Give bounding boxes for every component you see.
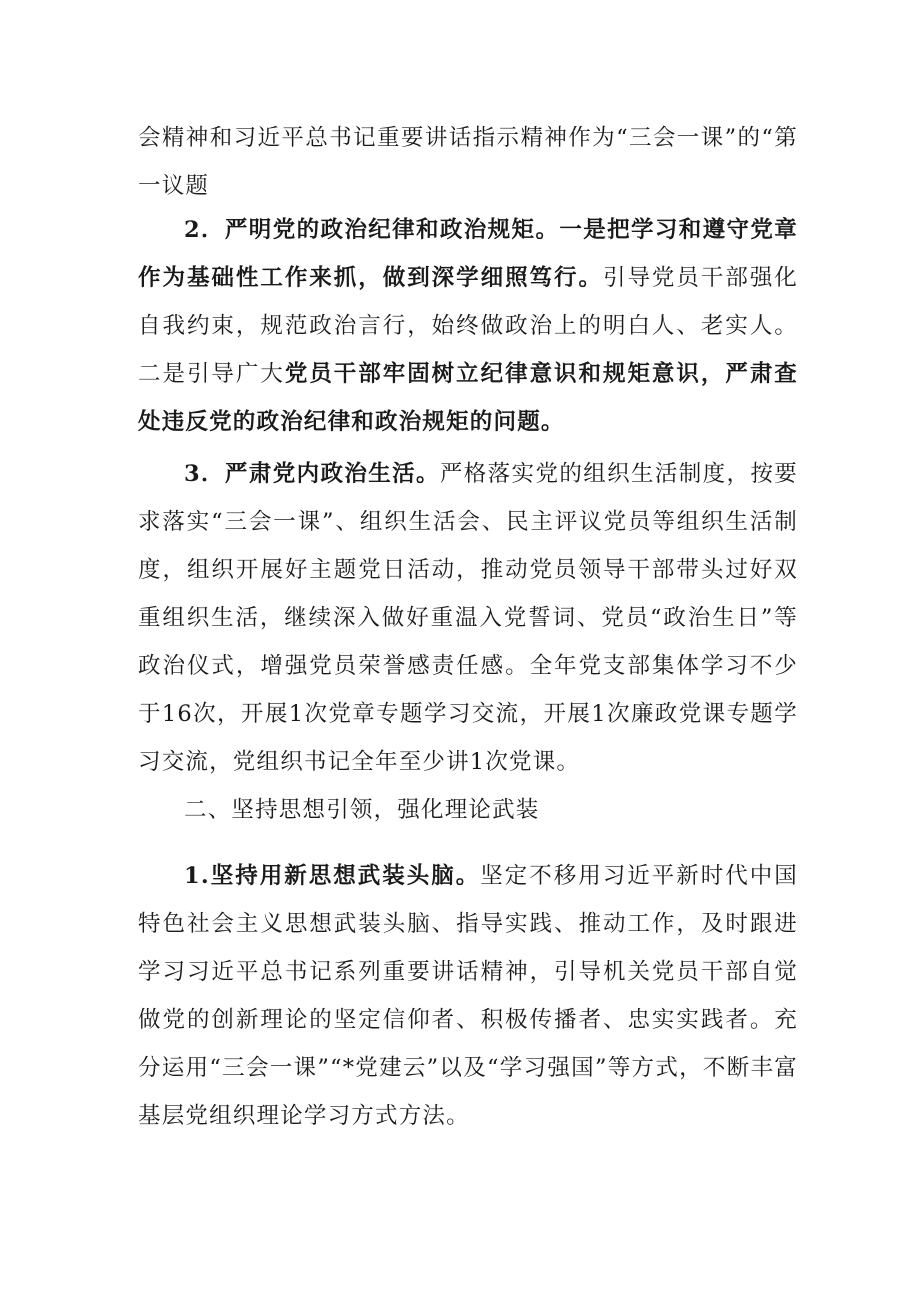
- normal-text: 严格落实党的组织生活制度，按要求落实“三会一课”、组织生活会、民主评议党员等组织生活制度，组织开展好主题党日活动，推动党员领导干部带头过好双重组织生活，继续深入做好重温入党誓词、党员“政治生日”等政治仪式，增强党员荣誉感责任感。全年党支部集体学习不少于16次，开展1次党章专题学习交流，开展1次廉政党课专题学习交流，党组织书记全年至少讲1次党课。: [138, 461, 798, 775]
- paragraph-continuation: [138, 114, 798, 210]
- paragraph-party-discipline: [138, 206, 798, 446]
- bold-text: 2．严明党的政治纪律和政治规矩。一是把学习和遵守党章作为基础性工作来抓，做到深学细照笃行。: [138, 217, 798, 291]
- section-heading: [138, 786, 798, 834]
- bold-text: 党员干部牢固树立纪律意识和规矩意识，严肃查处违反党的政治纪律和政治规矩的问题。: [138, 361, 799, 435]
- normal-text: 引导党员干部强化自我约束，规范政治言行，始终做政治上的明白人、老实人。二是引导广大: [138, 265, 798, 387]
- bold-text: 3．严肃党内政治生活。: [184, 461, 440, 487]
- normal-text: 坚定不移用习近平新时代中国特色社会主义思想武装头脑、指导实践、推动工作，及时跟进学习习近平总书记系列重要讲话精神，引导机关党员干部自觉做党的创新理论的坚定信仰者、积极传播者、忠实实践者。充分运用“三会一课”“*党建云”以及“学习强国”等方式，不断丰富基层党组织理论学习方式方法。: [138, 863, 798, 1129]
- heading-text: 二、坚持思想引领，强化理论武装: [184, 797, 540, 823]
- bold-text: 1.坚持用新思想武装头脑。: [184, 863, 481, 889]
- paragraph-political-life: [138, 450, 798, 786]
- paragraph-new-thought: [138, 852, 798, 1140]
- paragraph-text: 会精神和习近平总书记重要讲话指示精神作为“三会一课”的“第一议题: [138, 125, 798, 199]
